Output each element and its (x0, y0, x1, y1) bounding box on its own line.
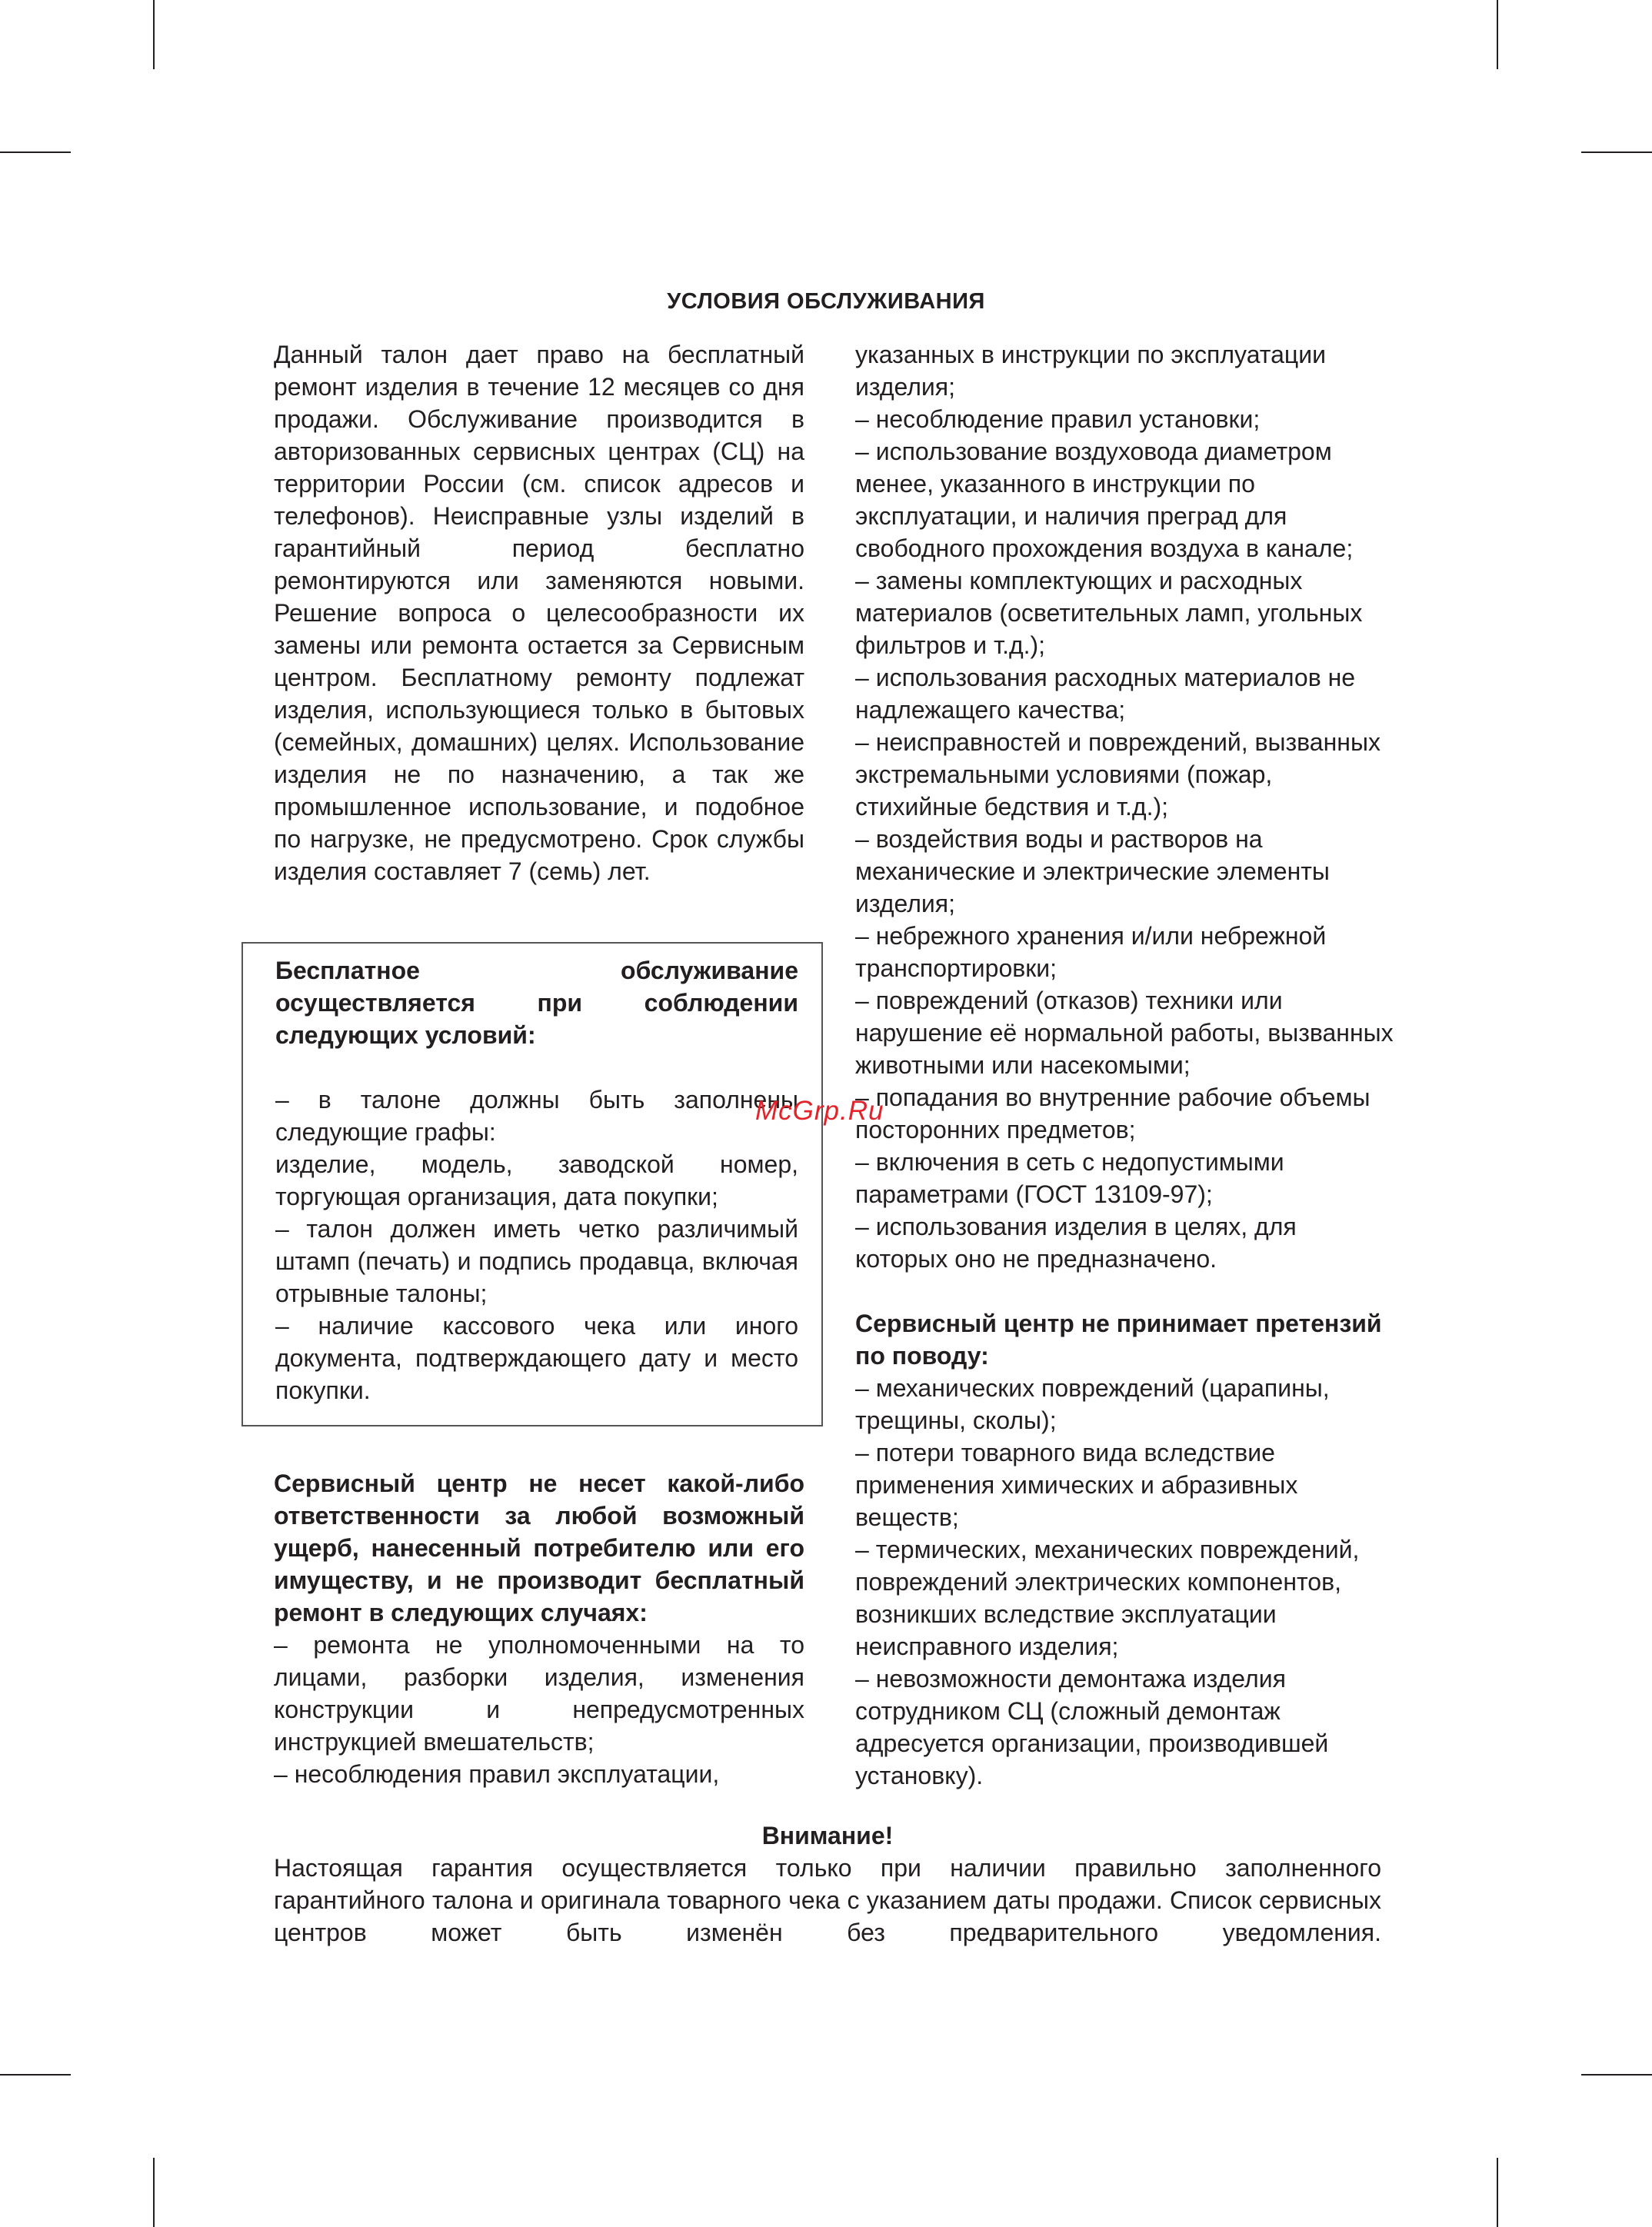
claims-item: – термических, механических повреждений, повреждений электрических компонентов, возникших вследствие эксплуатации неисправного изделия; (855, 1536, 1360, 1660)
claims-item: – невозможности демонтажа изделия сотрудником СЦ (сложный демонтаж адресуется организации, производившей установку). (855, 1665, 1329, 1789)
claims-item: – потери товарного вида вследствие применения химических и абразивных веществ; (855, 1439, 1298, 1531)
liability-item: – ремонта не уполномоченными на то лицами, разборки изделия, изменения конструкции и непредусмотренных инструкцией вмешательств; (274, 1631, 804, 1756)
exclusion-item: – повреждений (отказов) техники или нарушение её нормальной работы, вызванных животными или насекомыми; (855, 987, 1394, 1079)
attention-text: Настоящая гарантия осуществляется только при наличии правильно заполненного гарантийного талона и оригинала товарного чека с указанием даты продажи. Список сервисных центров может быть изменён без предварительного уведомления. (274, 1854, 1381, 1946)
claims-heading: Сервисный центр не принимает претензий по поводу: (855, 1310, 1382, 1370)
exclusion-item: – включения в сеть с недопустимыми параметрами (ГОСТ 13109-97); (855, 1148, 1284, 1208)
page-title: УСЛОВИЯ ОБСЛУЖИВАНИЯ (667, 289, 985, 314)
exclusion-item: указанных в инструкции по эксплуатации изделия; (855, 341, 1326, 401)
exclusion-item: – использование воздуховода диаметром менее, указанного в инструкции по эксплуатации, и наличия преград для свободного прохождения воздуха в канале; (855, 438, 1354, 562)
exclusion-item: – использования расходных материалов не надлежащего качества; (855, 664, 1356, 724)
condition-item: – талон должен иметь четко различимый штамп (печать) и подпись продавца, включая отрывные талоны; (275, 1215, 798, 1307)
conditions-box (241, 942, 823, 1426)
crop-mark-left-upper (0, 151, 71, 153)
attention-heading: Внимание! (761, 1822, 894, 1849)
claims-item: – механических повреждений (царапины, трещины, сколы); (855, 1374, 1330, 1434)
crop-mark-bottom-right (1497, 2158, 1498, 2227)
liability-heading: Сервисный центр не несет какой-либо ответственности за любой возможный ущерб, нанесенный потребителю или его имуществу, и не производит бесплатный ремонт в следующих случаях: (274, 1470, 804, 1626)
crop-mark-left-lower (0, 2074, 71, 2076)
crop-mark-top-right (1497, 0, 1498, 69)
intro-paragraph: Данный талон дает право на бесплатный ремонт изделия в течение 12 месяцев со дня продажи. Обслуживание производится в авторизованных сервисных центрах (СЦ) на территории России (см. список адресов и телефонов). Неисправные узлы изделий в гарантийный период бесплатно ремонтируются или заменяются новыми. Решение вопроса о целесообразности их замены или ремонта остается за Сервисным центром. Бесплатному ремонту подлежат изделия, использующиеся только в бытовых (семейных, домашних) целях. Использование изделия не по назначению, а так же промышленное использование, и подобное по нагрузке, не предусмотрено. Срок службы изделия составляет 7 (семь) лет. (274, 341, 804, 885)
condition-item: – в талоне должны быть заполнены следующие графы: (275, 1086, 798, 1146)
crop-mark-right-upper (1581, 151, 1652, 153)
condition-item: изделие, модель, заводской номер, торгующая организация, дата покупки; (275, 1150, 798, 1210)
exclusion-item: – воздействия воды и растворов на механические и электрические элементы изделия; (855, 825, 1330, 917)
liability-section (274, 1467, 804, 1790)
liability-item: – несоблюдения правил эксплуатации, (274, 1760, 720, 1788)
exclusion-item: – попадания во внутренние рабочие объемы посторонних предметов; (855, 1084, 1371, 1143)
exclusion-item: – замены комплектующих и расходных материалов (осветительных ламп, угольных фильтров и т.д.); (855, 567, 1363, 659)
right-column (855, 338, 1394, 1792)
crop-mark-top-left (153, 0, 155, 69)
exclusion-item: – использования изделия в целях, для которых оно не предназначено. (855, 1213, 1297, 1273)
condition-item: – наличие кассового чека или иного документа, подтверждающего дату и место покупки. (275, 1312, 798, 1404)
exclusion-item: – несоблюдение правил установки; (855, 405, 1261, 433)
exclusion-item: – небрежного хранения и/или небрежной транспортировки; (855, 922, 1327, 982)
crop-mark-bottom-left (153, 2158, 155, 2227)
crop-mark-right-lower (1581, 2074, 1652, 2076)
left-column (274, 338, 804, 887)
attention-section (274, 1819, 1381, 1949)
spacer (855, 1275, 1394, 1307)
conditions-heading: Бесплатное обслуживание осуществляется при соблюдении следующих условий: (275, 957, 798, 1049)
exclusion-item: – неисправностей и повреждений, вызванных экстремальными условиями (пожар, стихийные бедствия и т.д.); (855, 728, 1381, 821)
spacer (275, 1051, 798, 1084)
watermark: McGrp.Ru (755, 1096, 884, 1126)
